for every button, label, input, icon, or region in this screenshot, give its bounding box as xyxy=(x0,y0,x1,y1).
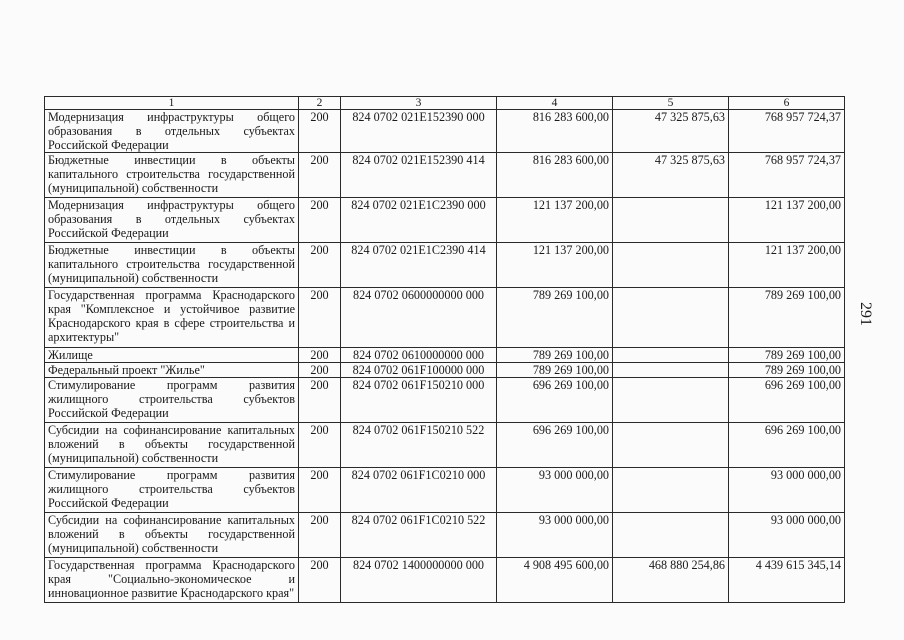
table-row xyxy=(45,198,845,243)
table-row xyxy=(45,110,845,153)
row-col4: 816 283 600,00 xyxy=(497,153,613,198)
row-col2: 200 xyxy=(299,558,341,603)
row-col5 xyxy=(613,288,729,348)
table-header-row xyxy=(45,97,845,110)
row-col5 xyxy=(613,348,729,363)
table-row xyxy=(45,378,845,423)
column-header: 2 xyxy=(299,97,341,110)
row-col4: 93 000 000,00 xyxy=(497,468,613,513)
row-col2: 200 xyxy=(299,288,341,348)
page-number: 291 xyxy=(857,302,874,326)
row-name: Субсидии на софинансирование капитальных вложений в объекты государственной (муниципальной) собственности xyxy=(45,423,299,468)
row-col2: 200 xyxy=(299,513,341,558)
row-name: Жилище xyxy=(45,348,299,363)
row-col6: 4 439 615 345,14 xyxy=(729,558,845,603)
column-header: 1 xyxy=(45,97,299,110)
row-col2: 200 xyxy=(299,153,341,198)
row-col5: 47 325 875,63 xyxy=(613,153,729,198)
row-col6: 789 269 100,00 xyxy=(729,363,845,378)
row-name: Стимулирование программ развития жилищного строительства субъектов Российской Федерации xyxy=(45,378,299,423)
row-col4: 121 137 200,00 xyxy=(497,243,613,288)
row-col2: 200 xyxy=(299,363,341,378)
row-col5 xyxy=(613,513,729,558)
table-row xyxy=(45,468,845,513)
row-col6: 93 000 000,00 xyxy=(729,468,845,513)
table-row xyxy=(45,288,845,348)
table-row xyxy=(45,348,845,363)
row-col4: 789 269 100,00 xyxy=(497,363,613,378)
row-col6: 121 137 200,00 xyxy=(729,243,845,288)
row-code: 824 0702 061F150210 522 xyxy=(341,423,497,468)
row-col2: 200 xyxy=(299,423,341,468)
column-header: 3 xyxy=(341,97,497,110)
row-name: Государственная программа Краснодарского края "Социально-экономическое и инновационное развитие Краснодарского края" xyxy=(45,558,299,603)
row-col2: 200 xyxy=(299,348,341,363)
row-col6: 789 269 100,00 xyxy=(729,288,845,348)
row-code: 824 0702 021E152390 414 xyxy=(341,153,497,198)
row-col5 xyxy=(613,243,729,288)
row-code: 824 0702 021E1C2390 000 xyxy=(341,198,497,243)
row-col5 xyxy=(613,363,729,378)
column-header: 6 xyxy=(729,97,845,110)
row-name: Модернизация инфраструктуры общего образования в отдельных субъектах Российской Федерации xyxy=(45,198,299,243)
row-col6: 768 957 724,37 xyxy=(729,153,845,198)
row-col4: 696 269 100,00 xyxy=(497,378,613,423)
row-name: Бюджетные инвестиции в объекты капитального строительства государственной (муниципальной) собственности xyxy=(45,153,299,198)
row-col6: 696 269 100,00 xyxy=(729,378,845,423)
row-name: Федеральный проект "Жилье" xyxy=(45,363,299,378)
row-name: Стимулирование программ развития жилищного строительства субъектов Российской Федерации xyxy=(45,468,299,513)
row-col2: 200 xyxy=(299,468,341,513)
budget-table xyxy=(44,96,845,603)
row-name: Государственная программа Краснодарского края "Комплексное и устойчивое развитие Краснодарского края в сфере строительства и архитектуры" xyxy=(45,288,299,348)
row-col2: 200 xyxy=(299,243,341,288)
row-col5 xyxy=(613,423,729,468)
row-code: 824 0702 021E1C2390 414 xyxy=(341,243,497,288)
row-col4: 4 908 495 600,00 xyxy=(497,558,613,603)
row-name: Модернизация инфраструктуры общего образования в отдельных субъектах Российской Федерации xyxy=(45,110,299,153)
row-col4: 789 269 100,00 xyxy=(497,348,613,363)
row-col6: 93 000 000,00 xyxy=(729,513,845,558)
row-code: 824 0702 061F100000 000 xyxy=(341,363,497,378)
row-code: 824 0702 0600000000 000 xyxy=(341,288,497,348)
row-col2: 200 xyxy=(299,198,341,243)
row-col5: 468 880 254,86 xyxy=(613,558,729,603)
row-code: 824 0702 061F1C0210 000 xyxy=(341,468,497,513)
row-col4: 93 000 000,00 xyxy=(497,513,613,558)
row-col5 xyxy=(613,378,729,423)
row-col5 xyxy=(613,198,729,243)
row-code: 824 0702 0610000000 000 xyxy=(341,348,497,363)
row-col4: 696 269 100,00 xyxy=(497,423,613,468)
row-col2: 200 xyxy=(299,110,341,153)
row-code: 824 0702 061F150210 000 xyxy=(341,378,497,423)
row-code: 824 0702 1400000000 000 xyxy=(341,558,497,603)
table-row xyxy=(45,243,845,288)
table-row xyxy=(45,558,845,603)
row-col6: 789 269 100,00 xyxy=(729,348,845,363)
row-col6: 768 957 724,37 xyxy=(729,110,845,153)
row-col5: 47 325 875,63 xyxy=(613,110,729,153)
row-col2: 200 xyxy=(299,378,341,423)
row-col4: 816 283 600,00 xyxy=(497,110,613,153)
row-col5 xyxy=(613,468,729,513)
row-code: 824 0702 061F1C0210 522 xyxy=(341,513,497,558)
row-col4: 121 137 200,00 xyxy=(497,198,613,243)
column-header: 5 xyxy=(613,97,729,110)
row-col6: 121 137 200,00 xyxy=(729,198,845,243)
table-row xyxy=(45,513,845,558)
row-col6: 696 269 100,00 xyxy=(729,423,845,468)
row-code: 824 0702 021E152390 000 xyxy=(341,110,497,153)
table-row xyxy=(45,423,845,468)
row-name: Бюджетные инвестиции в объекты капитального строительства государственной (муниципальной) собственности xyxy=(45,243,299,288)
row-name: Субсидии на софинансирование капитальных вложений в объекты государственной (муниципальной) собственности xyxy=(45,513,299,558)
table-row xyxy=(45,153,845,198)
row-col4: 789 269 100,00 xyxy=(497,288,613,348)
column-header: 4 xyxy=(497,97,613,110)
table-row xyxy=(45,363,845,378)
